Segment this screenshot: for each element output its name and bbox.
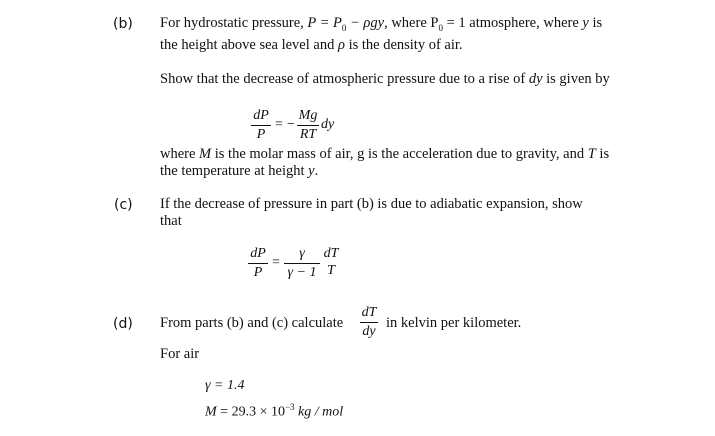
denominator: dy xyxy=(362,324,376,339)
math-sub: 0 xyxy=(341,22,347,33)
text: = 29.3 × 10 xyxy=(216,404,285,420)
math-rho-g-y: − ρgy xyxy=(346,15,385,31)
part-b-line-2 xyxy=(160,37,463,54)
numerator: dP xyxy=(253,108,269,123)
text: is the molar mass of air, g is the acceleration due to gravity, and xyxy=(211,146,588,162)
text: is given by xyxy=(542,71,610,87)
fraction-bar xyxy=(297,125,319,126)
text: is the density of air. xyxy=(344,37,463,53)
eq-c-equals: = xyxy=(272,255,280,270)
text: where xyxy=(160,146,200,162)
part-b-label: (b) xyxy=(113,16,133,32)
numerator: dT xyxy=(361,305,377,320)
text: is xyxy=(588,15,603,31)
math-m: M xyxy=(205,404,217,420)
part-d-for-air: For air xyxy=(160,346,200,362)
text: = 1 atmosphere, where xyxy=(442,15,583,31)
denominator: RT xyxy=(299,127,317,142)
eq-b-dy: dy xyxy=(321,117,335,132)
text: is xyxy=(595,146,610,162)
numerator: γ xyxy=(299,246,305,261)
eq-b-equals: = xyxy=(275,117,283,132)
text: the temperature at height xyxy=(160,163,309,179)
eq-b-minus: − xyxy=(287,117,295,132)
part-b-where-line-1 xyxy=(160,146,609,163)
text: Show that the decrease of atmospheric pressure due to a rise of xyxy=(160,71,529,87)
text: For hydrostatic pressure, xyxy=(160,15,308,31)
part-d-molar-mass-value xyxy=(205,402,343,421)
numerator: dT xyxy=(323,246,339,261)
eq-c-lhs-fraction xyxy=(248,246,268,281)
eq-b-lhs-fraction xyxy=(251,108,271,143)
math-sub: 0 xyxy=(438,22,443,33)
part-d-dt-dy-fraction xyxy=(360,305,378,340)
denominator: P xyxy=(256,127,266,142)
text: the height above sea level and xyxy=(160,37,338,53)
numerator: Mg xyxy=(298,108,318,123)
fraction-bar xyxy=(284,263,320,264)
text: . xyxy=(314,163,319,179)
part-d-text-a: From parts (b) and (c) calculate xyxy=(160,315,344,331)
part-c-line-1: If the decrease of pressure in part (b) is due to adiabatic expansion, show xyxy=(160,196,583,212)
denominator: P xyxy=(253,265,263,280)
math-rho: ρ xyxy=(337,37,345,53)
part-c-label: (c) xyxy=(114,197,133,213)
part-b-line-1 xyxy=(160,15,602,33)
denominator: T xyxy=(327,263,335,278)
part-c-line-2: that xyxy=(160,213,182,229)
denominator: γ − 1 xyxy=(287,265,317,280)
numerator: dP xyxy=(250,246,266,261)
eq-b-rhs-fraction xyxy=(297,108,319,143)
eq-c-temperature-fraction xyxy=(322,246,340,279)
units: kg / mol xyxy=(294,404,344,420)
math-y: y xyxy=(308,163,315,179)
math-p: P = P xyxy=(307,15,342,31)
math-t: T xyxy=(587,146,596,162)
math-dy: dy xyxy=(528,71,543,87)
eq-c-gamma-fraction xyxy=(284,246,320,281)
math-exponent: −3 xyxy=(284,402,295,412)
fraction-bar xyxy=(360,322,378,323)
math-y: y xyxy=(582,15,589,31)
part-d-label: (d) xyxy=(113,316,133,332)
part-b-show-line xyxy=(160,71,610,88)
part-b-where-line-2 xyxy=(160,163,318,180)
part-d-gamma-value: γ = 1.4 xyxy=(205,378,245,393)
fraction-bar xyxy=(251,125,271,126)
text: , where P xyxy=(384,15,439,31)
part-d-text-b: in kelvin per kilometer. xyxy=(386,315,522,331)
math-m: M xyxy=(199,146,212,162)
fraction-bar xyxy=(248,263,268,264)
